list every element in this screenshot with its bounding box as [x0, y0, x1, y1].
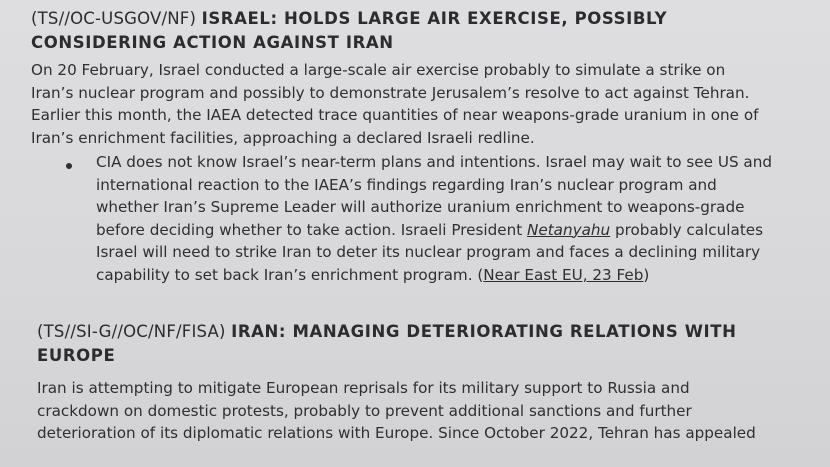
bullet-point-icon: [66, 163, 72, 169]
bullet-line-6-start: capability to set back Iran’s enrichment program. (: [96, 265, 484, 284]
section1-heading-line1: [31, 7, 667, 31]
bullet-line: international reaction to the IAEA’s findings regarding Iran’s nuclear program and: [96, 175, 717, 194]
section1-heading: [31, 7, 667, 55]
bullet-line: CIA does not know Israel’s near-term plans and intentions. Israel may wait to see US and: [96, 153, 772, 171]
section2-classification: (TS//SI-G//OC/NF/FISA): [37, 322, 226, 341]
section1-paragraph: [31, 59, 759, 149]
section1-classification: (TS//OC-USGOV/NF): [31, 9, 197, 28]
section1-title-line2: CONSIDERING ACTION AGAINST IRAN: [31, 33, 394, 52]
paragraph-line: deterioration of its diplomatic relations with Europe. Since October 2022, Tehran has appealed: [37, 424, 756, 442]
paragraph-line: Iran’s nuclear program and possibly to demonstrate Jerusalem’s resolve to act against Tehran.: [31, 83, 750, 102]
paragraph-line: Earlier this month, the IAEA detected trace quantities of near weapons-grade uranium in one of: [31, 106, 759, 124]
paragraph-line: Iran’s enrichment facilities, approaching a declared Israeli redline.: [31, 128, 535, 147]
source-reference-link[interactable]: Near East EU, 23 Feb: [483, 265, 644, 284]
bullet-line-6-end: ): [643, 265, 650, 284]
netanyahu-name-link[interactable]: Netanyahu: [527, 220, 611, 239]
bullet-line-6: [96, 264, 772, 287]
bullet-line-4: [96, 219, 772, 242]
bullet-line: Israel will need to strike Iran to deter its nuclear program and faces a declining military: [96, 243, 761, 261]
section1-title: ISRAEL: HOLDS LARGE AIR EXERCISE, POSSIBLY: [201, 9, 668, 28]
section2-heading: [37, 320, 737, 368]
section2-title: IRAN: MANAGING DETERIORATING RELATIONS WITH: [231, 322, 737, 341]
section2-heading-line1: [37, 320, 737, 344]
section1-bullet: [96, 151, 772, 286]
bullet-line: whether Iran’s Supreme Leader will authorize uranium enrichment to weapons-grade: [96, 198, 745, 216]
section2-paragraph: [37, 377, 756, 445]
paragraph-line: On 20 February, Israel conducted a large-scale air exercise probably to simulate a strike on: [31, 61, 726, 79]
bullet-line-4-start: before deciding whether to take action. Israeli President: [96, 220, 527, 239]
section2-title-line2: EUROPE: [37, 346, 116, 365]
paragraph-line: Iran is attempting to mitigate European reprisals for its military support to Russia and: [37, 379, 690, 397]
bullet-line-4-tail: probably calculates: [610, 220, 764, 239]
paragraph-line: crackdown on domestic protests, probably to prevent additional sanctions and further: [37, 401, 692, 420]
